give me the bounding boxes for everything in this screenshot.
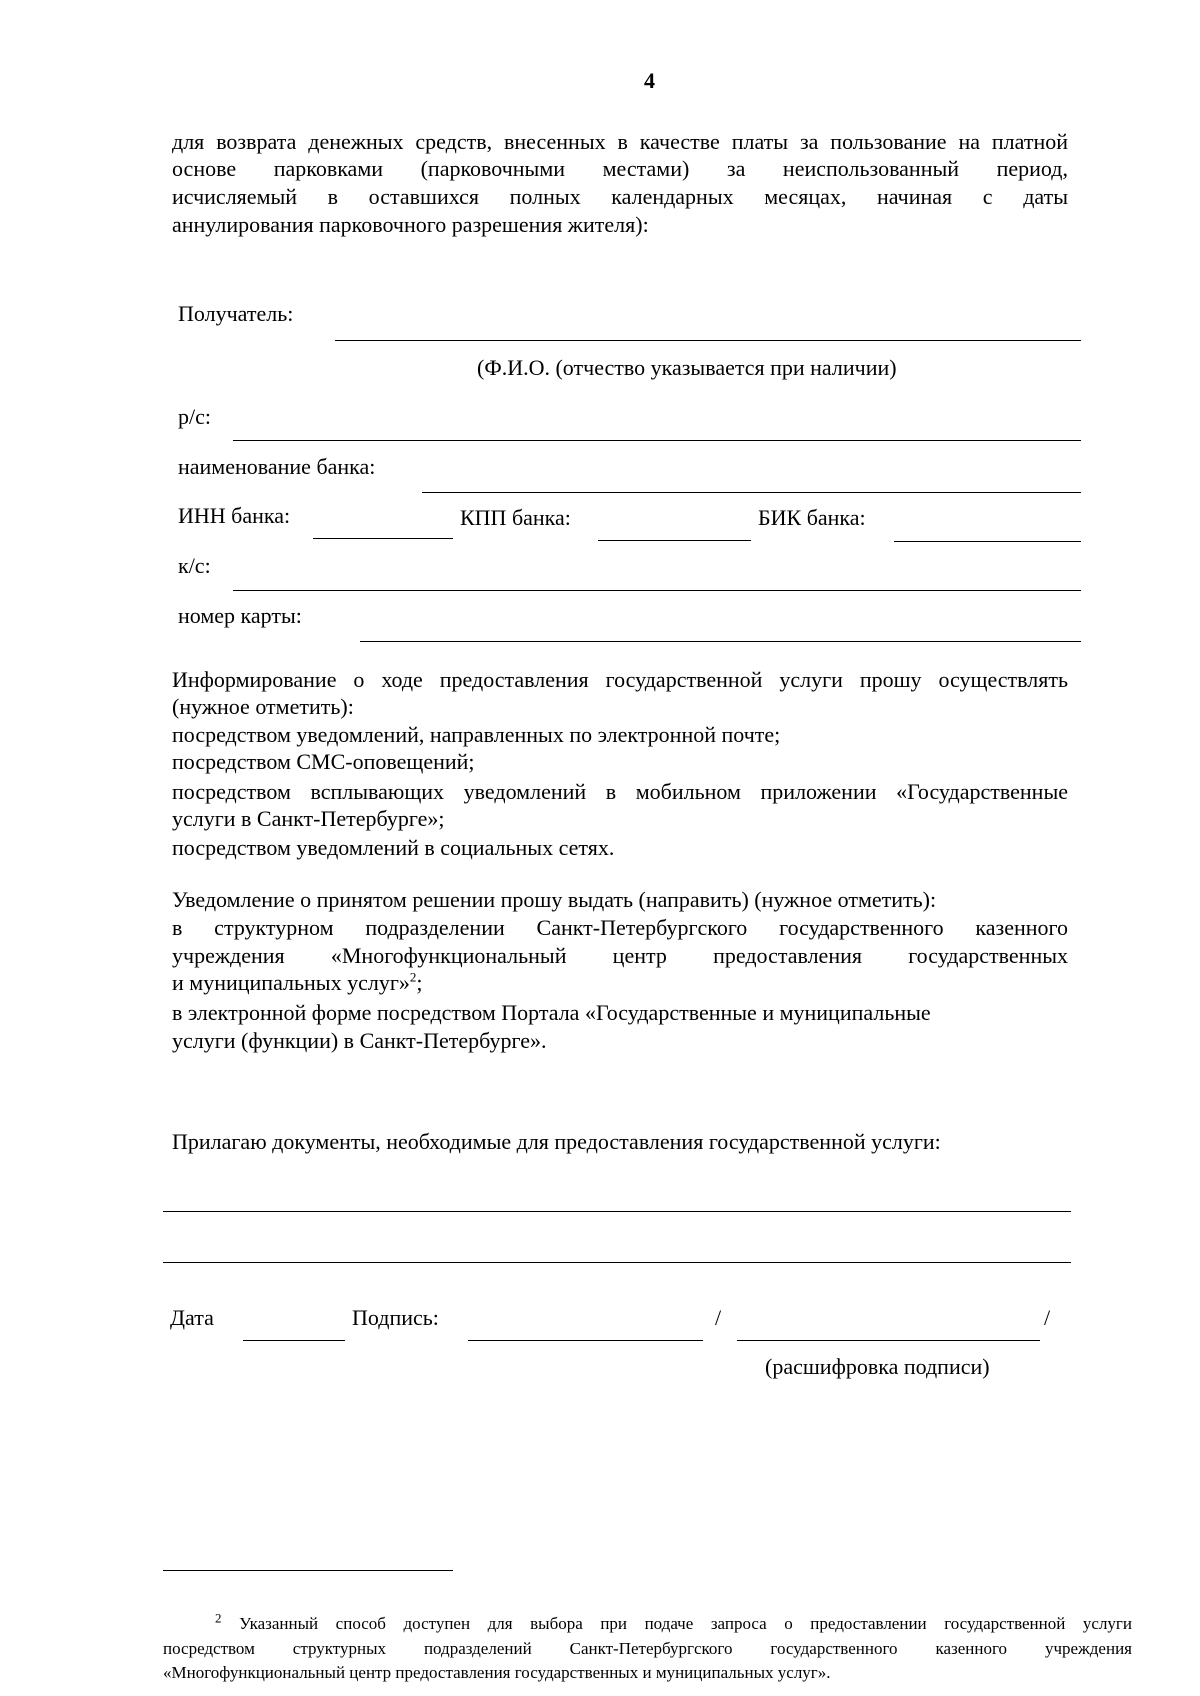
- bank-bik-label: БИК банка:: [758, 505, 866, 530]
- corr-account-field[interactable]: [233, 590, 1081, 591]
- card-number-field[interactable]: [360, 641, 1081, 642]
- signature-label: Подпись:: [352, 1305, 439, 1330]
- intro-line-3: исчисляемый в оставшихся полных календарных месяцах, начиная с даты: [172, 184, 1068, 209]
- corr-account-label: к/с:: [178, 553, 211, 578]
- informing-title-line-2: (нужное отметить):: [172, 694, 354, 719]
- bank-kpp-field[interactable]: [598, 540, 751, 541]
- slash-2: /: [1044, 1305, 1051, 1330]
- footnote-line-1-text: Указанный способ доступен для выбора при подаче запроса о предоставлении государственной услуги: [239, 1614, 1133, 1633]
- intro-line-1: для возврата денежных средств, внесенных в качестве платы за пользование на платной: [172, 129, 1068, 154]
- slash-1: /: [715, 1305, 722, 1330]
- footnote-separator: [163, 1570, 453, 1571]
- attachments-field-1[interactable]: [163, 1211, 1071, 1212]
- footnote-line-2: посредством структурных подразделений Санкт-Петербургского государственного казенного учреждения: [163, 1639, 1132, 1658]
- date-label: Дата: [170, 1305, 214, 1330]
- recipient-field[interactable]: [335, 340, 1081, 341]
- intro-line-4: аннулирования парковочного разрешения жителя):: [172, 212, 649, 237]
- footnote-line-3: «Многофункциональный центр предоставления государственных и муниципальных услуг».: [163, 1663, 831, 1682]
- bank-kpp-label: КПП банка:: [460, 505, 571, 530]
- account-label: р/с:: [178, 404, 211, 429]
- informing-option-social[interactable]: посредством уведомлений в социальных сетях.: [172, 835, 615, 860]
- decision-option-mfc-line-1[interactable]: в структурном подразделении Санкт-Петербургского государственного казенного: [172, 915, 1068, 940]
- informing-option-app-line-1[interactable]: посредством всплывающих уведомлений в мобильном приложении «Государственные: [172, 779, 1068, 804]
- decision-mfc-text: и муниципальных услуг»: [172, 970, 410, 995]
- card-number-label: номер карты:: [178, 603, 302, 628]
- bank-inn-label: ИНН банка:: [178, 503, 291, 528]
- bank-bik-field[interactable]: [894, 541, 1081, 542]
- informing-title-line-1: Информирование о ходе предоставления государственной услуги прошу осуществлять: [172, 667, 1068, 692]
- bank-name-label: наименование банка:: [178, 454, 376, 479]
- account-field[interactable]: [233, 440, 1081, 441]
- recipient-label: Получатель:: [178, 301, 294, 326]
- recipient-hint: (Ф.И.О. (отчество указывается при наличии): [477, 355, 897, 380]
- footnote-ref: 2: [409, 969, 417, 985]
- footnote-line-1: [163, 1612, 1132, 1636]
- signature-transcript-field[interactable]: [737, 1340, 1040, 1341]
- informing-option-app-line-2: услуги в Санкт-Петербурге»;: [172, 806, 445, 831]
- intro-line-2: основе парковками (парковочными местами) за неиспользованный период,: [172, 156, 1068, 181]
- attachments-title: Прилагаю документы, необходимые для предоставления государственной услуги:: [172, 1129, 941, 1154]
- bank-inn-field[interactable]: [313, 538, 453, 539]
- page-number: 4: [644, 68, 655, 93]
- footnote-mark: 2: [215, 1610, 222, 1626]
- bank-name-field[interactable]: [422, 492, 1081, 493]
- transcript-hint: (расшифровка подписи): [765, 1354, 990, 1379]
- attachments-field-2[interactable]: [163, 1262, 1071, 1263]
- decision-option-mfc-line-3: [172, 969, 422, 996]
- date-field[interactable]: [243, 1340, 345, 1341]
- decision-mfc-punct: ;: [416, 970, 423, 995]
- decision-option-portal-line-1[interactable]: в электронной форме посредством Портала «Государственные и муниципальные: [172, 1000, 931, 1025]
- informing-option-email[interactable]: посредством уведомлений, направленных по электронной почте;: [172, 722, 781, 747]
- decision-title: Уведомление о принятом решении прошу выдать (направить) (нужное отметить):: [172, 887, 937, 912]
- decision-option-portal-line-2: услуги (функции) в Санкт-Петербурге».: [172, 1028, 547, 1053]
- signature-field[interactable]: [468, 1340, 703, 1341]
- decision-option-mfc-line-2: учреждения «Многофункциональный центр предоставления государственных: [172, 943, 1068, 968]
- informing-option-sms[interactable]: посредством СМС-оповещений;: [172, 749, 475, 774]
